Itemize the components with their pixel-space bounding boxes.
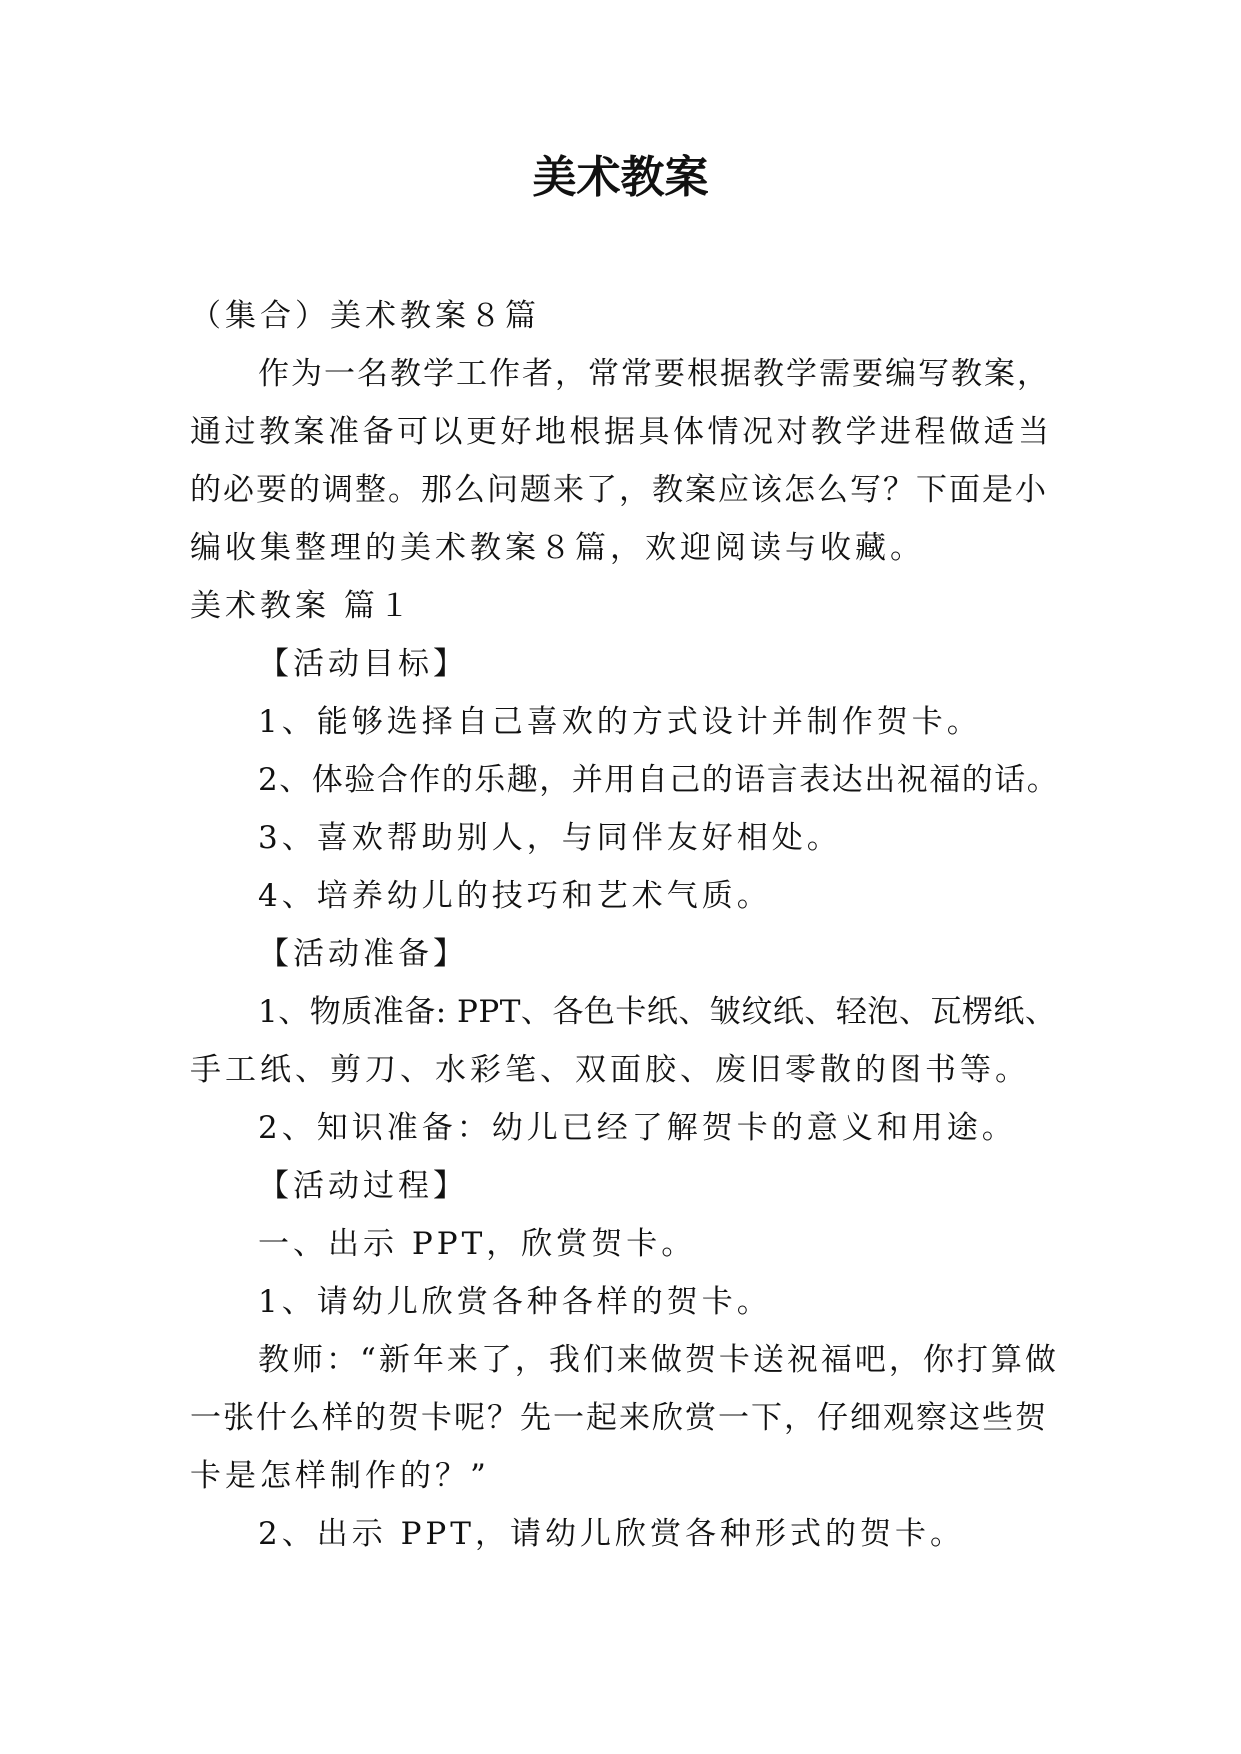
text-line: 3、喜欢帮助别人，与同伴友好相处。 [258,820,842,856]
text-line: （集合）美术教案８篇 [190,298,540,334]
text-line: 手工纸、剪刀、水彩笔、双面胶、废旧零散的图书等。 [190,1052,1030,1088]
text-line: 2、体验合作的乐趣，并用自己的语言表达出祝福的话。 [258,762,1060,798]
text-line: 的必要的调整。那么问题来了，教案应该怎么写？下面是小 [190,472,1048,508]
text-line: 【活动过程】 [258,1168,468,1204]
document-title: 美术教案 [532,152,709,203]
document-body [190,287,1060,1563]
text-line: 美术教案 篇１ [190,588,414,624]
text-line: 【活动准备】 [258,936,468,972]
text-line: 1、请幼儿欣赏各种各样的贺卡。 [258,1284,772,1320]
text-line: 一张什么样的贺卡呢？先一起来欣赏一下，仔细观察这些贺 [190,1400,1048,1436]
text-line: 教师：“新年来了，我们来做贺卡送祝福吧，你打算做 [258,1342,1059,1378]
text-line: 2、知识准备：幼儿已经了解贺卡的意义和用途。 [258,1110,1017,1146]
text-line: 1、能够选择自己喜欢的方式设计并制作贺卡。 [258,704,982,740]
text-line: 通过教案准备可以更好地根据具体情况对教学进程做适当 [190,414,1053,450]
text-line: 1、物质准备: PPT、各色卡纸、皱纹纸、轻泡、瓦楞纸、 [258,994,1057,1030]
text-line: 编收集整理的美术教案８篇，欢迎阅读与收藏。 [190,530,925,566]
text-line: 【活动目标】 [258,646,468,682]
text-line: 一、出示 PPT，欣赏贺卡。 [258,1226,697,1262]
text-line: 作为一名教学工作者，常常要根据教学需要编写教案， [258,356,1050,392]
text-line: 4、培养幼儿的技巧和艺术气质。 [258,878,772,914]
text-line: 卡是怎样制作的？” [190,1458,490,1494]
text-line: 2、出示 PPT，请幼儿欣赏各种形式的贺卡。 [258,1516,965,1552]
